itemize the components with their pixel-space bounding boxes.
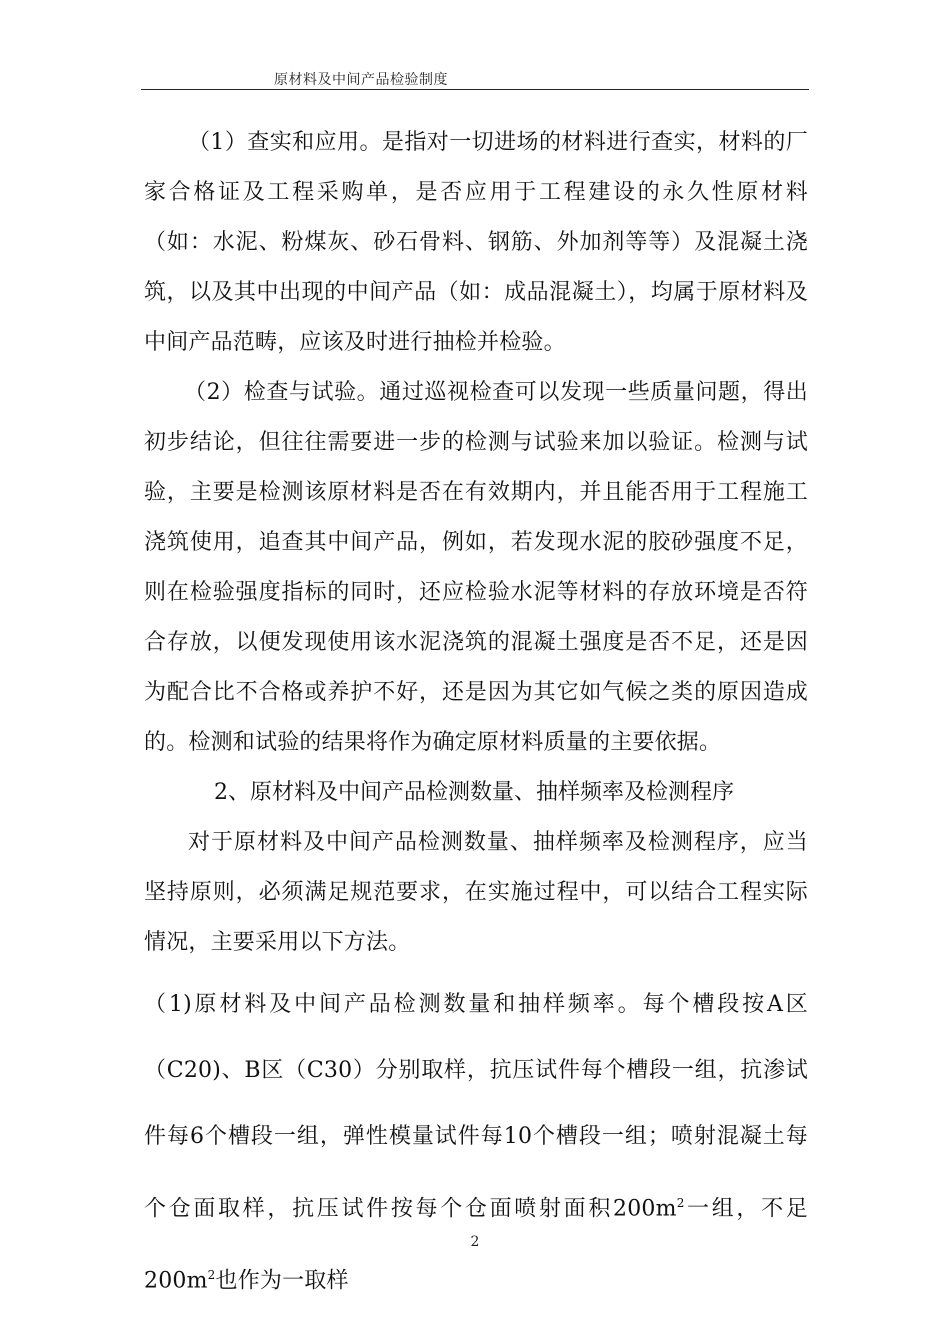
page-number: 2	[470, 1234, 480, 1250]
superscript-2-b: 2	[207, 1268, 216, 1283]
header-title: 原材料及中间产品检验制度	[274, 72, 448, 88]
section-heading-2: 2、原材料及中间产品检测数量、抽样频率及检测程序	[214, 780, 734, 805]
page-header	[141, 62, 809, 90]
sampling-text-part-2: 一组，不足200m	[144, 1196, 808, 1294]
sampling-text-part-3: 也作为一取样	[215, 1268, 349, 1294]
sampling-text-part-1: （1)原材料及中间产品检测数量和抽样频率。每个槽段按A区（C20)、B区（C30）分别取样，抗压试件每个槽段一组，抗渗试件每6个槽段一组，弹性模量试件每10个槽段一组；喷射混凝土每个仓面取样，抗压试件按每个仓面喷射面积200m	[144, 992, 808, 1222]
document-body	[144, 118, 808, 1315]
paragraph-inspection-and-test: （2）检查与试验。通过巡视检查可以发现一些质量问题，得出初步结论，但往往需要进一步的检测与试验来加以验证。检测与试验，主要是检测该原材料是否在有效期内，并且能否用于工程施工浇筑使用，追查其中间产品，例如，若发现水泥的胶砂强度不足，则在检验强度指标的同时，还应检验水泥等材料的存放环境是否符合存放，以便发现使用该水泥浇筑的混凝土强度是否不足，还是因为配合比不合格或养护不好，还是因为其它如气候之类的原因造成的。检测和试验的结果将作为确定原材料质量的主要依据。	[144, 380, 808, 755]
paragraph-principle: 对于原材料及中间产品检测数量、抽样频率及检测程序，应当坚持原则，必须满足规范要求，在实施过程中，可以结合工程实际情况，主要采用以下方法。	[144, 830, 808, 955]
superscript-2: 2	[676, 1196, 685, 1210]
paragraph-check-and-apply: （1）查实和应用。是指对一切进场的材料进行查实，材料的厂家合格证及工程采购单，是否应用于工程建设的永久性原材料（如：水泥、粉煤灰、砂石骨料、钢筋、外加剂等等）及混凝土浇筑，以及其中出现的中间产品（如：成品混凝土），均属于原材料及中间产品范畴，应该及时进行抽检并检验。	[144, 130, 808, 355]
paragraph-sampling-frequency	[144, 972, 808, 1315]
